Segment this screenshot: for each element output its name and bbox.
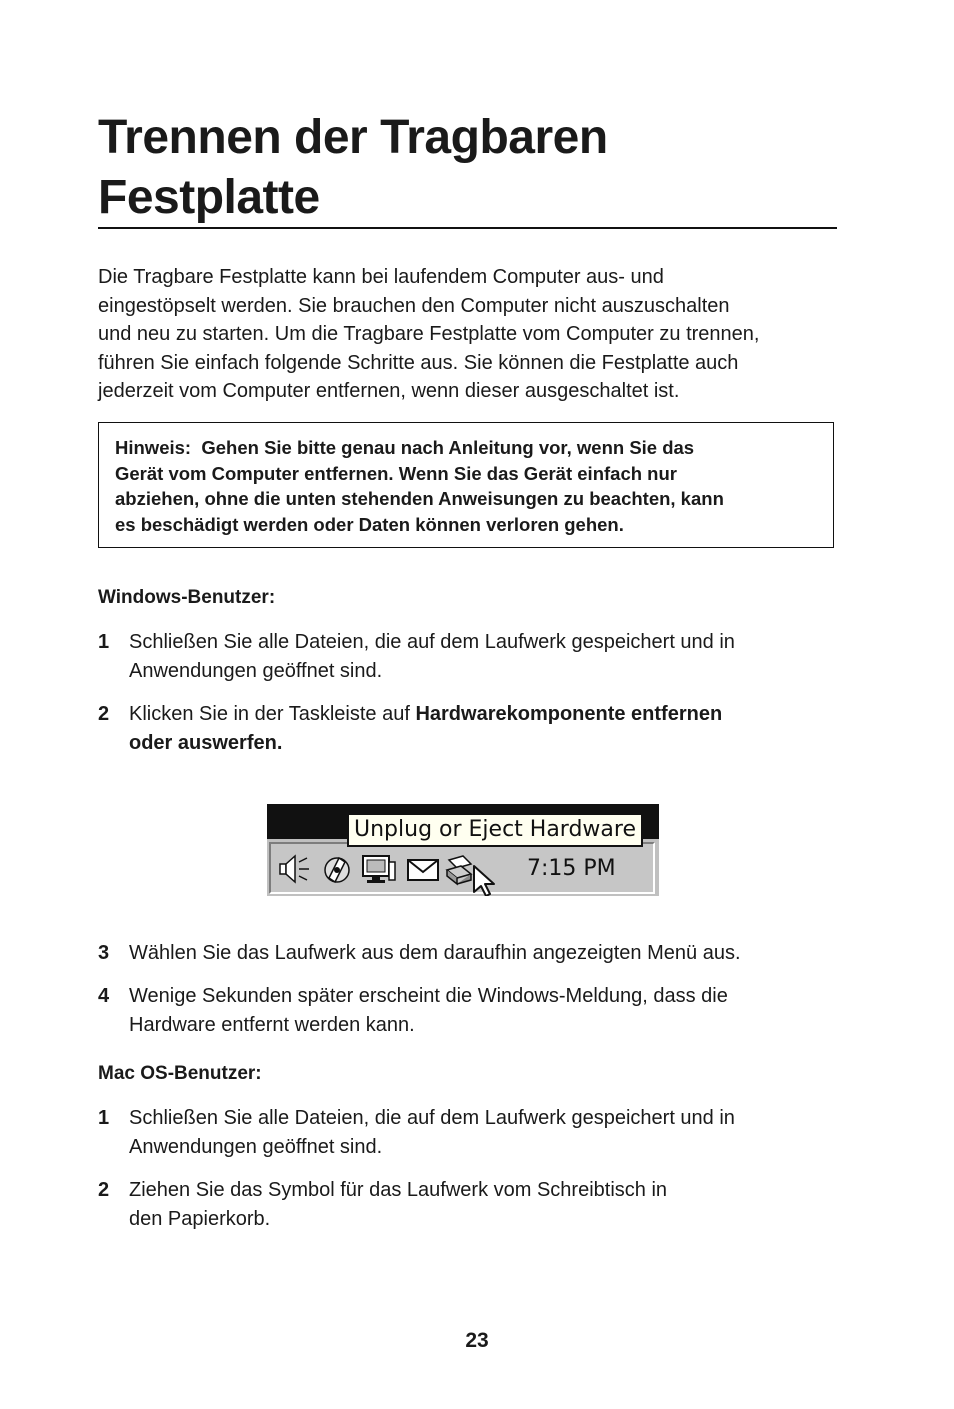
step-text [129,1176,829,1233]
step-line: Wählen Sie das Laufwerk aus dem daraufhin angezeigten Menü aus. [129,942,741,964]
mouse-cursor-icon [470,864,504,896]
title-rule [98,227,837,229]
step-bold-term: oder auswerfen. [129,731,283,754]
step-line: Hardware entfernt werden kann. [129,1013,415,1036]
monitor-icon[interactable] [359,852,399,888]
step-number: 2 [98,703,110,725]
mail-icon[interactable] [405,852,441,886]
step-line [129,700,829,729]
step-number: 1 [98,1107,110,1129]
title-line-1: Trennen der Tragbaren [98,111,608,164]
note-line1-text: Gehen Sie bitte genau nach Anleitung vor, wenn Sie das [191,437,695,458]
step-text [129,939,829,968]
step-text [129,628,829,685]
note-box [98,422,834,548]
intro-line: jederzeit vom Computer entfernen, wenn dieser ausgeschaltet ist. [98,380,680,402]
intro-line: Die Tragbare Festplatte kann bei laufendem Computer aus- und [98,266,664,288]
step-number: 3 [98,942,110,964]
antivirus-icon[interactable] [319,852,355,886]
note-text [115,435,825,537]
windows-heading: Windows-Benutzer: [98,587,276,608]
speaker-icon[interactable] [277,852,315,886]
step-text [129,700,829,757]
mac-heading: Mac OS-Benutzer: [98,1063,262,1084]
eject-hardware-tooltip: Unplug or Eject Hardware [347,813,643,847]
step-text-prefix: Klicken Sie in der Taskleiste auf [129,703,416,725]
step-number: 2 [98,1179,110,1201]
note-line: Gerät vom Computer entfernen. Wenn Sie das Gerät einfach nur [115,462,677,484]
intro-line: und neu zu starten. Um die Tragbare Festplatte vom Computer zu trennen, [98,323,760,345]
taskbar-screenshot [267,804,659,896]
step-line: den Papierkorb. [129,1207,271,1230]
step-text [129,982,829,1039]
step-line: Ziehen Sie das Symbol für das Laufwerk vom Schreibtisch in [129,1179,668,1201]
step-line: Schließen Sie alle Dateien, die auf dem Laufwerk gespeichert und in [129,1107,735,1129]
step-line: Wenige Sekunden später erscheint die Windows-Meldung, dass die [129,985,728,1007]
step-bold-term: Hardwarekomponente entfernen [415,703,723,725]
intro-line: führen Sie einfach folgende Schritte aus. Sie können die Festplatte auch [98,351,739,374]
intro-paragraph [98,263,838,406]
note-label: Hinweis: [115,437,192,458]
page-title [98,108,858,228]
step-number: 4 [98,985,110,1007]
title-line-2: Festplatte [98,171,320,224]
page-number: 23 [465,1329,489,1352]
step-text [129,1104,829,1161]
note-line: es beschädigt werden oder Daten können verloren gehen. [115,513,624,535]
note-line: abziehen, ohne die unten stehenden Anweisungen zu beachten, kann [115,488,724,509]
tray-clock[interactable]: 7:15 PM [527,856,616,881]
note-line [115,435,825,461]
step-line: Schließen Sie alle Dateien, die auf dem Laufwerk gespeichert und in [129,631,735,653]
step-line: Anwendungen geöffnet sind. [129,659,383,682]
step-number: 1 [98,631,110,653]
intro-line: eingestöpselt werden. Sie brauchen den Computer nicht auszuschalten [98,294,730,317]
step-line: Anwendungen geöffnet sind. [129,1135,383,1158]
